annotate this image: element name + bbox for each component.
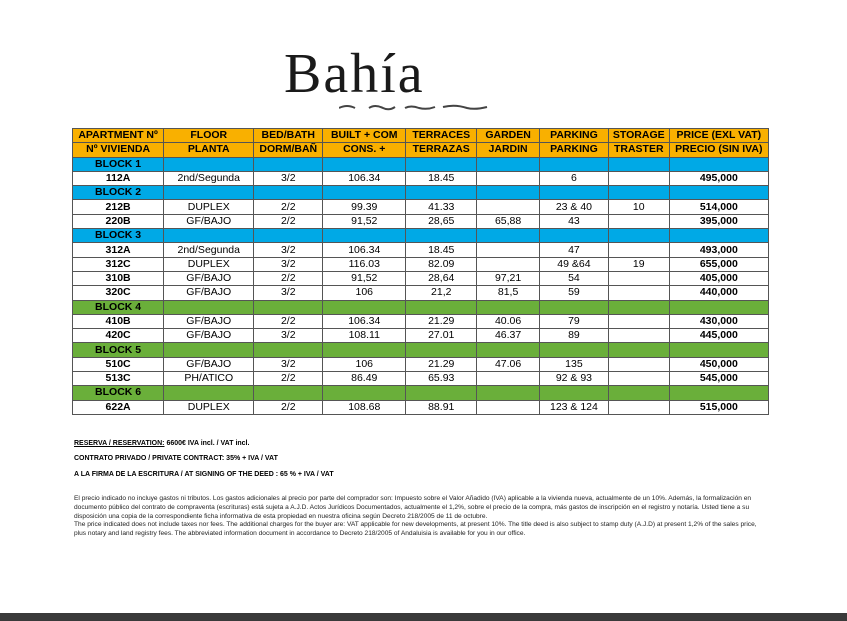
- reservation-label: RESERVA / RESERVATION:: [74, 440, 165, 447]
- block-fill-cell: [323, 157, 406, 171]
- apartment-row: [73, 286, 769, 300]
- column-header: TERRACES: [406, 129, 477, 143]
- table-cell: 2/2: [254, 271, 323, 285]
- table-cell: 23 & 40: [539, 200, 608, 214]
- block-label: BLOCK 1: [73, 157, 164, 171]
- table-cell: PH/ATICO: [164, 372, 254, 386]
- apartment-number: 212B: [73, 200, 164, 214]
- price-cell: 515,000: [669, 400, 768, 414]
- table-cell: GF/BAJO: [164, 271, 254, 285]
- apartment-row: [73, 257, 769, 271]
- table-cell: 43: [539, 214, 608, 228]
- table-cell: GF/BAJO: [164, 329, 254, 343]
- apartment-row: [73, 214, 769, 228]
- block-header-row: [73, 157, 769, 171]
- block-fill-cell: [608, 229, 669, 243]
- block-fill-cell: [406, 229, 477, 243]
- table-cell: 92 & 93: [539, 372, 608, 386]
- block-label: BLOCK 2: [73, 186, 164, 200]
- block-label: BLOCK 5: [73, 343, 164, 357]
- apartment-row: [73, 329, 769, 343]
- price-cell: 405,000: [669, 271, 768, 285]
- apartment-number: 220B: [73, 214, 164, 228]
- block-fill-cell: [539, 300, 608, 314]
- legal-notes: [74, 495, 764, 539]
- table-cell: 41.33: [406, 200, 477, 214]
- apartment-row: [73, 400, 769, 414]
- block-fill-cell: [406, 157, 477, 171]
- block-fill-cell: [608, 157, 669, 171]
- table-cell: 27.01: [406, 329, 477, 343]
- block-fill-cell: [477, 386, 540, 400]
- table-cell: 19: [608, 257, 669, 271]
- table-cell: 81,5: [477, 286, 540, 300]
- block-header-row: [73, 386, 769, 400]
- table-cell: [477, 257, 540, 271]
- apartment-row: [73, 200, 769, 214]
- column-header: PARKING: [539, 143, 608, 157]
- table-cell: 3/2: [254, 243, 323, 257]
- block-fill-cell: [608, 386, 669, 400]
- deed-terms: A LA FIRMA DE LA ESCRITURA / AT SIGNING OF THE DEED : 65 % + IVA / VAT: [74, 471, 334, 478]
- block-fill-cell: [477, 300, 540, 314]
- block-label: BLOCK 6: [73, 386, 164, 400]
- table-cell: [608, 171, 669, 185]
- reservation-terms: [74, 440, 249, 447]
- apartment-number: 312A: [73, 243, 164, 257]
- block-fill-cell: [477, 229, 540, 243]
- table-cell: DUPLEX: [164, 257, 254, 271]
- table-cell: 91,52: [323, 214, 406, 228]
- apartment-number: 310B: [73, 271, 164, 285]
- price-cell: 440,000: [669, 286, 768, 300]
- block-fill-cell: [669, 300, 768, 314]
- block-fill-cell: [254, 386, 323, 400]
- column-header: Nº VIVIENDA: [73, 143, 164, 157]
- table-cell: 106.34: [323, 243, 406, 257]
- table-cell: 135: [539, 357, 608, 371]
- price-cell: 655,000: [669, 257, 768, 271]
- table-cell: 2/2: [254, 314, 323, 328]
- header-row-es: [73, 143, 769, 157]
- bottom-bar: [0, 613, 847, 621]
- block-fill-cell: [669, 157, 768, 171]
- legal-note-en: The price indicated does not include taxes nor fees. The additional charges for the buyer are: VAT applicable for new developments, at present 10%. The title deed is also subject to stamp duty (A.J.D) at present 1,2% of the sales price, plus notary and land registry fees. The abbreviated information document in accordance to Decreto 218/2005 of Andaluisia is available for you in our office.: [74, 521, 757, 538]
- table-cell: 65.93: [406, 372, 477, 386]
- table-cell: GF/BAJO: [164, 314, 254, 328]
- table-cell: 79: [539, 314, 608, 328]
- block-fill-cell: [164, 386, 254, 400]
- table-cell: [477, 171, 540, 185]
- table-cell: 106: [323, 357, 406, 371]
- block-fill-cell: [608, 300, 669, 314]
- block-fill-cell: [164, 186, 254, 200]
- block-fill-cell: [323, 300, 406, 314]
- table-cell: 106: [323, 286, 406, 300]
- column-header: APARTMENT Nº: [73, 129, 164, 143]
- brand-name: Bahía: [284, 43, 425, 105]
- block-fill-cell: [539, 186, 608, 200]
- apartment-number: 410B: [73, 314, 164, 328]
- table-cell: 108.11: [323, 329, 406, 343]
- price-cell: 430,000: [669, 314, 768, 328]
- apartment-number: 320C: [73, 286, 164, 300]
- table-cell: 21.29: [406, 357, 477, 371]
- block-fill-cell: [608, 186, 669, 200]
- block-fill-cell: [477, 343, 540, 357]
- table-cell: 2/2: [254, 372, 323, 386]
- block-fill-cell: [164, 157, 254, 171]
- table-cell: [608, 329, 669, 343]
- table-cell: 99.39: [323, 200, 406, 214]
- block-fill-cell: [477, 186, 540, 200]
- apartment-number: 510C: [73, 357, 164, 371]
- column-header: PLANTA: [164, 143, 254, 157]
- table-cell: 116.03: [323, 257, 406, 271]
- apartment-row: [73, 357, 769, 371]
- table-cell: DUPLEX: [164, 400, 254, 414]
- block-fill-cell: [323, 186, 406, 200]
- block-header-row: [73, 343, 769, 357]
- table-cell: 18.45: [406, 243, 477, 257]
- block-fill-cell: [539, 343, 608, 357]
- apartment-row: [73, 171, 769, 185]
- table-cell: [608, 314, 669, 328]
- block-fill-cell: [323, 343, 406, 357]
- header-row-en: [73, 129, 769, 143]
- block-fill-cell: [323, 229, 406, 243]
- block-fill-cell: [406, 343, 477, 357]
- price-cell: 495,000: [669, 171, 768, 185]
- table-cell: 21.29: [406, 314, 477, 328]
- block-fill-cell: [323, 386, 406, 400]
- table-cell: 106.34: [323, 314, 406, 328]
- block-fill-cell: [669, 229, 768, 243]
- table-cell: 47.06: [477, 357, 540, 371]
- table-cell: 28,65: [406, 214, 477, 228]
- block-fill-cell: [254, 229, 323, 243]
- price-cell: 445,000: [669, 329, 768, 343]
- column-header: FLOOR: [164, 129, 254, 143]
- column-header: BED/BATH: [254, 129, 323, 143]
- column-header: TRASTER: [608, 143, 669, 157]
- price-cell: 395,000: [669, 214, 768, 228]
- block-fill-cell: [669, 386, 768, 400]
- column-header: TERRAZAS: [406, 143, 477, 157]
- table-cell: 88.91: [406, 400, 477, 414]
- table-cell: 65,88: [477, 214, 540, 228]
- block-fill-cell: [406, 386, 477, 400]
- table-cell: 3/2: [254, 329, 323, 343]
- block-label: BLOCK 4: [73, 300, 164, 314]
- column-header: GARDEN: [477, 129, 540, 143]
- price-cell: 514,000: [669, 200, 768, 214]
- table-cell: [477, 243, 540, 257]
- apartment-row: [73, 372, 769, 386]
- table-cell: GF/BAJO: [164, 214, 254, 228]
- table-cell: 46.37: [477, 329, 540, 343]
- block-fill-cell: [608, 343, 669, 357]
- table-cell: 2nd/Segunda: [164, 243, 254, 257]
- table-cell: 106.34: [323, 171, 406, 185]
- reservation-value: 6600€ IVA incl. / VAT incl.: [166, 440, 250, 447]
- block-fill-cell: [477, 157, 540, 171]
- apartment-number: 622A: [73, 400, 164, 414]
- table-cell: 97,21: [477, 271, 540, 285]
- block-fill-cell: [539, 386, 608, 400]
- block-fill-cell: [669, 343, 768, 357]
- apartment-row: [73, 243, 769, 257]
- table-cell: 2/2: [254, 200, 323, 214]
- table-cell: 91,52: [323, 271, 406, 285]
- table-cell: 82.09: [406, 257, 477, 271]
- table-cell: 3/2: [254, 257, 323, 271]
- legal-note-es: El precio indicado no incluye gastos ni tributos. Los gastos adicionales al precio por parte del comprador son: Impuesto sobre el Valor Añadido (IVA) aplicable a la vivienda nueva, actualmente de un 10%. Además, la formalización en documento público del contrato de compraventa (escrituras) está sujeta a A.J.D. Actos Jurídicos Documentados, actualmente el 1,2%, sobre el precio de la compra, más gastos de inscripción en el registro y notaría. Usted tiene a su disposición una copia de la correspondiente ficha informativa de esta propiedad en nuestra oficina según Decreto 218/2005 de 11 de octubre.: [74, 495, 752, 520]
- table-cell: 28,64: [406, 271, 477, 285]
- table-cell: 18.45: [406, 171, 477, 185]
- table-cell: GF/BAJO: [164, 286, 254, 300]
- apartment-row: [73, 314, 769, 328]
- table-cell: 3/2: [254, 286, 323, 300]
- price-cell: 450,000: [669, 357, 768, 371]
- block-fill-cell: [406, 300, 477, 314]
- table-cell: 40.06: [477, 314, 540, 328]
- block-fill-cell: [254, 186, 323, 200]
- column-header: DORM/BAÑ: [254, 143, 323, 157]
- table-cell: 89: [539, 329, 608, 343]
- block-header-row: [73, 186, 769, 200]
- contract-terms: CONTRATO PRIVADO / PRIVATE CONTRACT: 35% + IVA / VAT: [74, 455, 278, 462]
- block-header-row: [73, 229, 769, 243]
- block-fill-cell: [254, 343, 323, 357]
- table-cell: 108.68: [323, 400, 406, 414]
- table-cell: 86.49: [323, 372, 406, 386]
- table-cell: DUPLEX: [164, 200, 254, 214]
- column-header: CONS. +: [323, 143, 406, 157]
- block-fill-cell: [164, 343, 254, 357]
- table-cell: 2/2: [254, 400, 323, 414]
- table-cell: 2/2: [254, 214, 323, 228]
- block-fill-cell: [539, 157, 608, 171]
- price-cell: 493,000: [669, 243, 768, 257]
- price-table: [72, 128, 769, 415]
- table-cell: 47: [539, 243, 608, 257]
- table-cell: 3/2: [254, 171, 323, 185]
- table-cell: 54: [539, 271, 608, 285]
- table-cell: [608, 400, 669, 414]
- table-cell: [608, 372, 669, 386]
- bahia-logo: [284, 44, 554, 114]
- table-cell: [477, 372, 540, 386]
- apartment-number: 513C: [73, 372, 164, 386]
- column-header: PARKING: [539, 129, 608, 143]
- table-cell: [608, 271, 669, 285]
- table-cell: 3/2: [254, 357, 323, 371]
- block-header-row: [73, 300, 769, 314]
- column-header: PRECIO (SIN IVA): [669, 143, 768, 157]
- table-cell: [608, 286, 669, 300]
- column-header: JARDIN: [477, 143, 540, 157]
- waves-icon: [339, 102, 489, 112]
- table-cell: 10: [608, 200, 669, 214]
- apartment-number: 112A: [73, 171, 164, 185]
- table-cell: 49 &64: [539, 257, 608, 271]
- block-fill-cell: [539, 229, 608, 243]
- block-fill-cell: [669, 186, 768, 200]
- table-cell: [608, 243, 669, 257]
- apartment-row: [73, 271, 769, 285]
- block-fill-cell: [164, 300, 254, 314]
- block-fill-cell: [406, 186, 477, 200]
- table-cell: 6: [539, 171, 608, 185]
- column-header: BUILT + COM: [323, 129, 406, 143]
- apartment-number: 312C: [73, 257, 164, 271]
- column-header: STORAGE: [608, 129, 669, 143]
- table-cell: 21,2: [406, 286, 477, 300]
- apartment-number: 420C: [73, 329, 164, 343]
- table-cell: 2nd/Segunda: [164, 171, 254, 185]
- table-cell: [477, 200, 540, 214]
- table-cell: 59: [539, 286, 608, 300]
- block-fill-cell: [254, 300, 323, 314]
- column-header: PRICE (EXL VAT): [669, 129, 768, 143]
- table-cell: GF/BAJO: [164, 357, 254, 371]
- price-cell: 545,000: [669, 372, 768, 386]
- table-cell: 123 & 124: [539, 400, 608, 414]
- block-fill-cell: [254, 157, 323, 171]
- table-cell: [477, 400, 540, 414]
- table-cell: [608, 357, 669, 371]
- table-body: [73, 157, 769, 414]
- block-label: BLOCK 3: [73, 229, 164, 243]
- table-cell: [608, 214, 669, 228]
- block-fill-cell: [164, 229, 254, 243]
